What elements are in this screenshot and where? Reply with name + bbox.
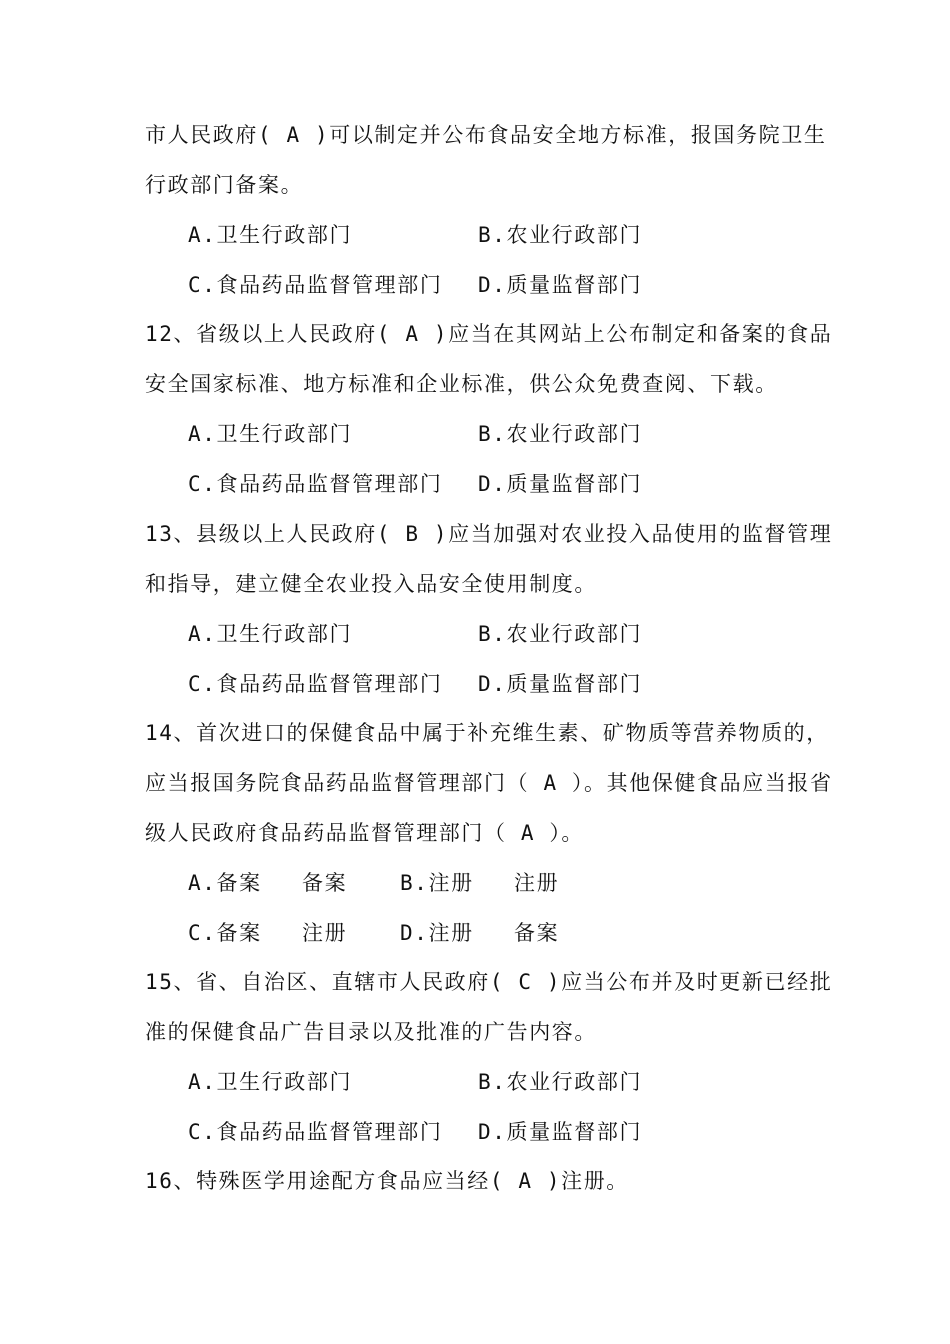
q11-text-line-2: 行政部门备案。 [145, 173, 304, 197]
q14-text-line-2: 应当报国务院食品药品监督管理部门（ A ）。其他保健食品应当报省 [145, 771, 833, 795]
q11-option-b: B.农业行政部门 [478, 223, 643, 247]
q13-option-d: D.质量监督部门 [478, 672, 643, 696]
q14-option-a-second: 备案 [302, 871, 348, 895]
q14-option-d-first: D.注册 [400, 921, 474, 945]
q14-option-c-first: C.备案 [188, 921, 262, 945]
q12-text-line-2: 安全国家标准、地方标准和企业标准，供公众免费查阅、下载。 [145, 372, 778, 396]
q11-option-a: A.卫生行政部门 [188, 223, 353, 247]
q12-option-c: C.食品药品监督管理部门 [188, 472, 443, 496]
q15-text-line-1: 15、省、自治区、直辖市人民政府( C )应当公布并及时更新已经批 [145, 970, 833, 994]
q14-option-c-second: 注册 [302, 921, 348, 945]
q14-text-line-1: 14、首次进口的保健食品中属于补充维生素、矿物质等营养物质的， [145, 721, 829, 745]
q15-text-line-2: 准的保健食品广告目录以及批准的广告内容。 [145, 1020, 597, 1044]
q15-option-c: C.食品药品监督管理部门 [188, 1120, 443, 1144]
q12-text-line-1: 12、省级以上人民政府( A )应当在其网站上公布制定和备案的食品 [145, 322, 833, 346]
q15-option-a: A.卫生行政部门 [188, 1070, 353, 1094]
q13-text-line-1: 13、县级以上人民政府( B )应当加强对农业投入品使用的监督管理 [145, 522, 833, 546]
q15-option-d: D.质量监督部门 [478, 1120, 643, 1144]
q12-option-a: A.卫生行政部门 [188, 422, 353, 446]
q12-option-b: B.农业行政部门 [478, 422, 643, 446]
q13-option-b: B.农业行政部门 [478, 622, 643, 646]
q13-option-c: C.食品药品监督管理部门 [188, 672, 443, 696]
q14-option-b-first: B.注册 [400, 871, 474, 895]
q14-option-d-second: 备案 [514, 921, 560, 945]
q11-option-d: D.质量监督部门 [478, 273, 643, 297]
q14-option-b-second: 注册 [514, 871, 560, 895]
q12-option-d: D.质量监督部门 [478, 472, 643, 496]
q14-option-a-first: A.备案 [188, 871, 262, 895]
q13-option-a: A.卫生行政部门 [188, 622, 353, 646]
q11-text-line-1: 市人民政府( A )可以制定并公布食品安全地方标准，报国务院卫生 [145, 123, 827, 147]
q15-option-b: B.农业行政部门 [478, 1070, 643, 1094]
q16-text-line-1: 16、特殊医学用途配方食品应当经( A )注册。 [145, 1169, 629, 1193]
q11-option-c: C.食品药品监督管理部门 [188, 273, 443, 297]
q14-text-line-3: 级人民政府食品药品监督管理部门（ A ）。 [145, 821, 585, 845]
q13-text-line-2: 和指导，建立健全农业投入品安全使用制度。 [145, 572, 597, 596]
